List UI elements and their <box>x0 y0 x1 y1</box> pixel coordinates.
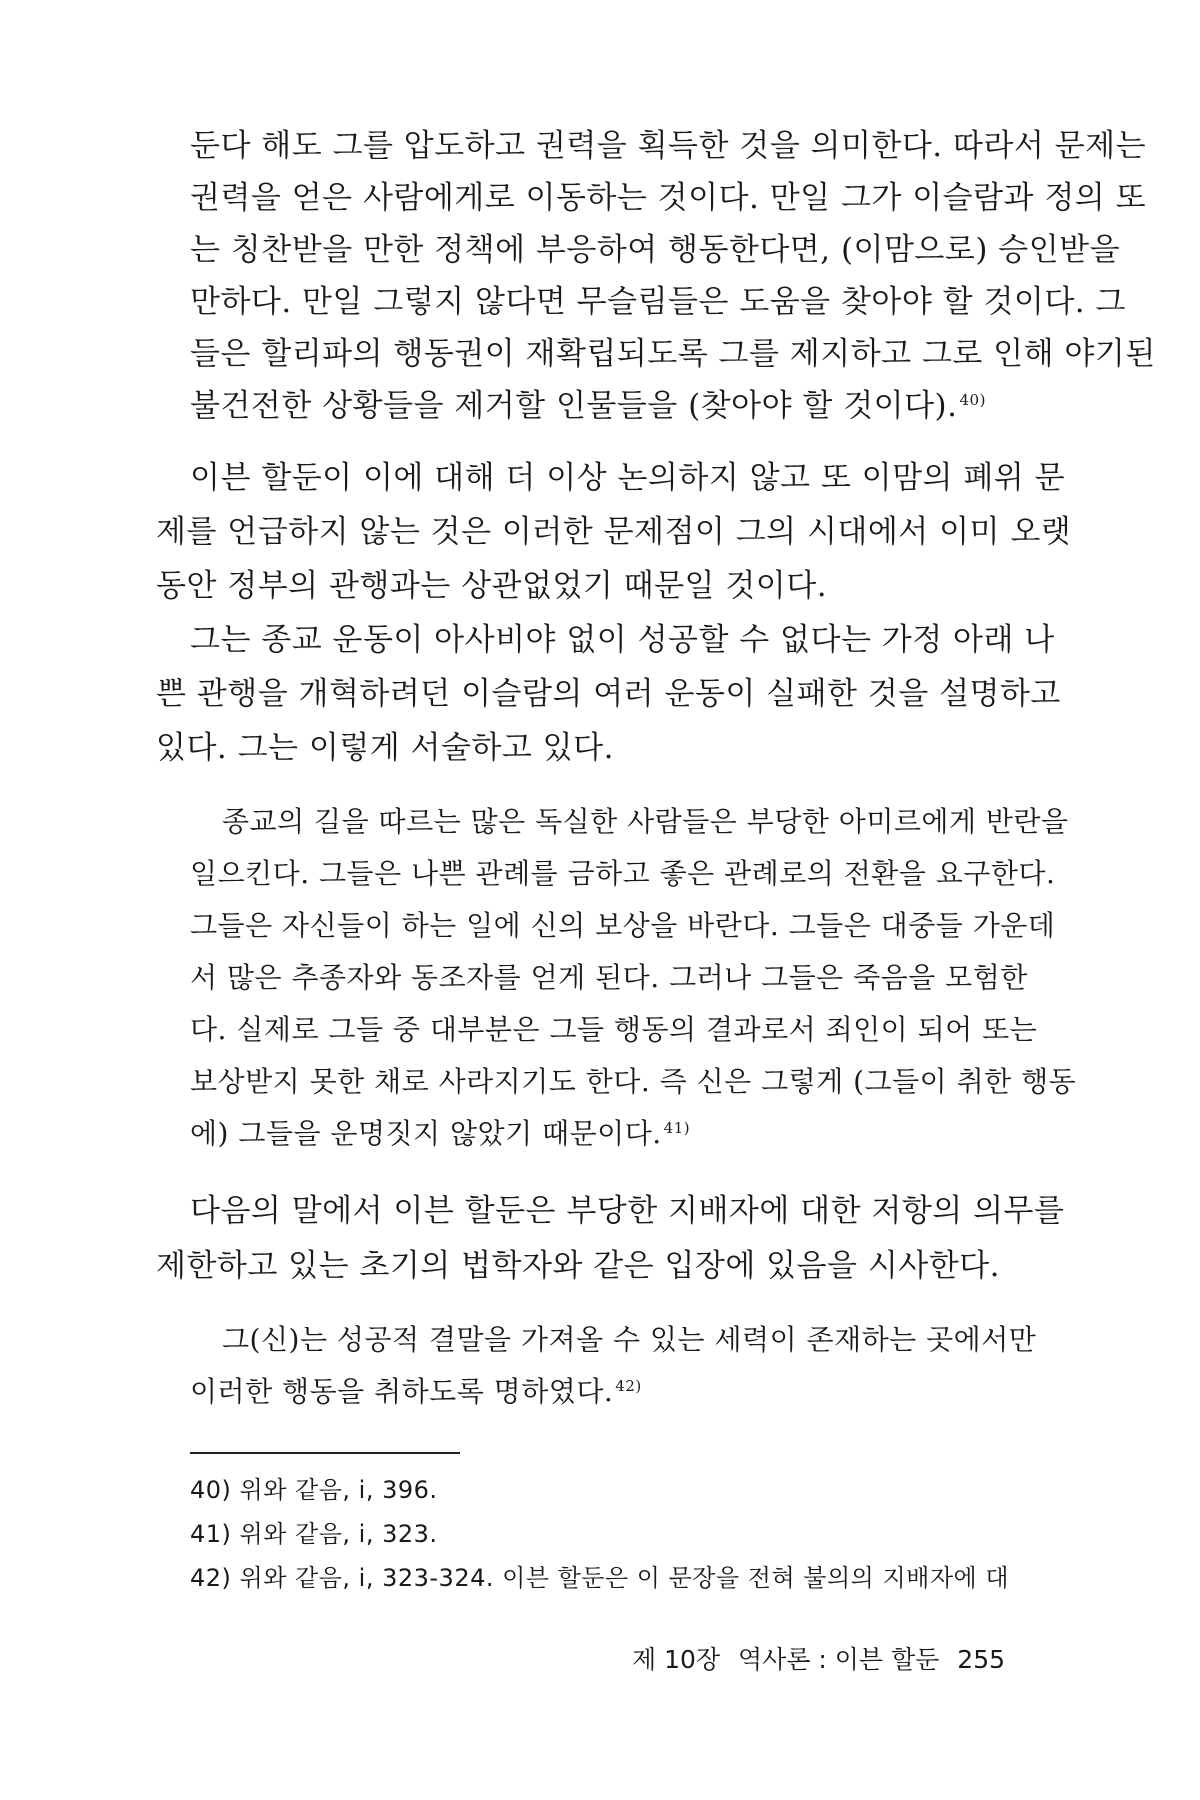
text-line: 제한하고 있는 초기의 법학자와 같은 입장에 있음을 시사한다. <box>156 1248 1000 1284</box>
text-line: 제를 언급하지 않는 것은 이러한 문제점이 그의 시대에서 이미 오랫 <box>156 514 1072 550</box>
text-line <box>190 1370 642 1410</box>
chapter-title: 역사론 : 이븐 할둔 <box>738 1645 940 1674</box>
text-line: 다. 실제로 그들 중 대부분은 그들 행동의 결과로서 죄인이 되어 또는 <box>190 1013 1038 1046</box>
chapter-label: 제 10장 <box>632 1645 721 1674</box>
text-line: 동안 정부의 관행과는 상관없었기 때문일 것이다. <box>156 568 828 604</box>
footnote-42: 42) 위와 같음, i, 323-324. 이븐 할둔은 이 문장을 전혀 불의의 지배자에 대 <box>190 1564 1010 1592</box>
text-line-content: 불건전한 상황들을 제거할 인물들을 (찾아야 할 것이다). <box>190 388 958 424</box>
text-line <box>190 380 986 425</box>
footnote-40: 40) 위와 같음, i, 396. <box>190 1476 438 1504</box>
text-line: 일으킨다. 그들은 나쁜 관례를 금하고 좋은 관례로의 전환을 요구한다. <box>190 857 1056 890</box>
footnote-ref-40: 40) <box>959 390 986 409</box>
text-line: 는 칭찬받을 만한 정책에 부응하여 행동한다면, (이맘으로) 승인받을 <box>190 232 1121 268</box>
text-line: 권력을 얻은 사람에게로 이동하는 것이다. 만일 그가 이슬람과 정의 또 <box>190 180 1147 216</box>
text-line-content: 에) 그들을 운명짓지 않았기 때문이다. <box>190 1117 662 1150</box>
text-line-content: 이러한 행동을 취하도록 명하였다. <box>190 1375 614 1408</box>
footnote-41: 41) 위와 같음, i, 323. <box>190 1520 438 1548</box>
text-line: 보상받지 못한 채로 사라지기도 한다. 즉 신은 그렇게 (그들이 취한 행동 <box>190 1065 1077 1098</box>
text-line: 그(신)는 성공적 결말을 가져올 수 있는 세력이 존재하는 곳에서만 <box>222 1323 1037 1356</box>
text-line: 다음의 말에서 이븐 할둔은 부당한 지배자에 대한 저항의 의무를 <box>190 1193 1065 1229</box>
page-footer <box>632 1640 1015 1676</box>
text-line: 들은 할리파의 행동권이 재확립되도록 그를 제지하고 그로 인해 야기된 <box>190 336 1156 372</box>
text-line: 있다. 그는 이렇게 서술하고 있다. <box>156 730 614 766</box>
page-number: 255 <box>957 1645 1006 1674</box>
footnote-divider <box>190 1452 460 1454</box>
text-line: 그들은 자신들이 하는 일에 신의 보상을 바란다. 그들은 대중들 가운데 <box>190 909 1056 942</box>
footnote-ref-42: 42) <box>615 1376 642 1395</box>
footnote-ref-41: 41) <box>663 1118 691 1137</box>
text-line: 쁜 관행을 개혁하려던 이슬람의 여러 운동이 실패한 것을 설명하고 <box>156 676 1061 712</box>
text-line: 그는 종교 운동이 아사비야 없이 성공할 수 없다는 가정 아래 나 <box>190 622 1055 658</box>
text-line: 종교의 길을 따르는 많은 독실한 사람들은 부당한 아미르에게 반란을 <box>222 805 1069 838</box>
text-line <box>190 1112 690 1152</box>
text-line: 만하다. 만일 그렇지 않다면 무슬림들은 도움을 찾아야 할 것이다. 그 <box>190 284 1126 320</box>
text-line: 이븐 할둔이 이에 대해 더 이상 논의하지 않고 또 이맘의 폐위 문 <box>190 460 1066 496</box>
text-line: 서 많은 추종자와 동조자를 얻게 된다. 그러나 그들은 죽음을 모험한 <box>190 961 1028 994</box>
text-line: 둔다 해도 그를 압도하고 권력을 획득한 것을 의미한다. 따라서 문제는 <box>190 128 1147 164</box>
